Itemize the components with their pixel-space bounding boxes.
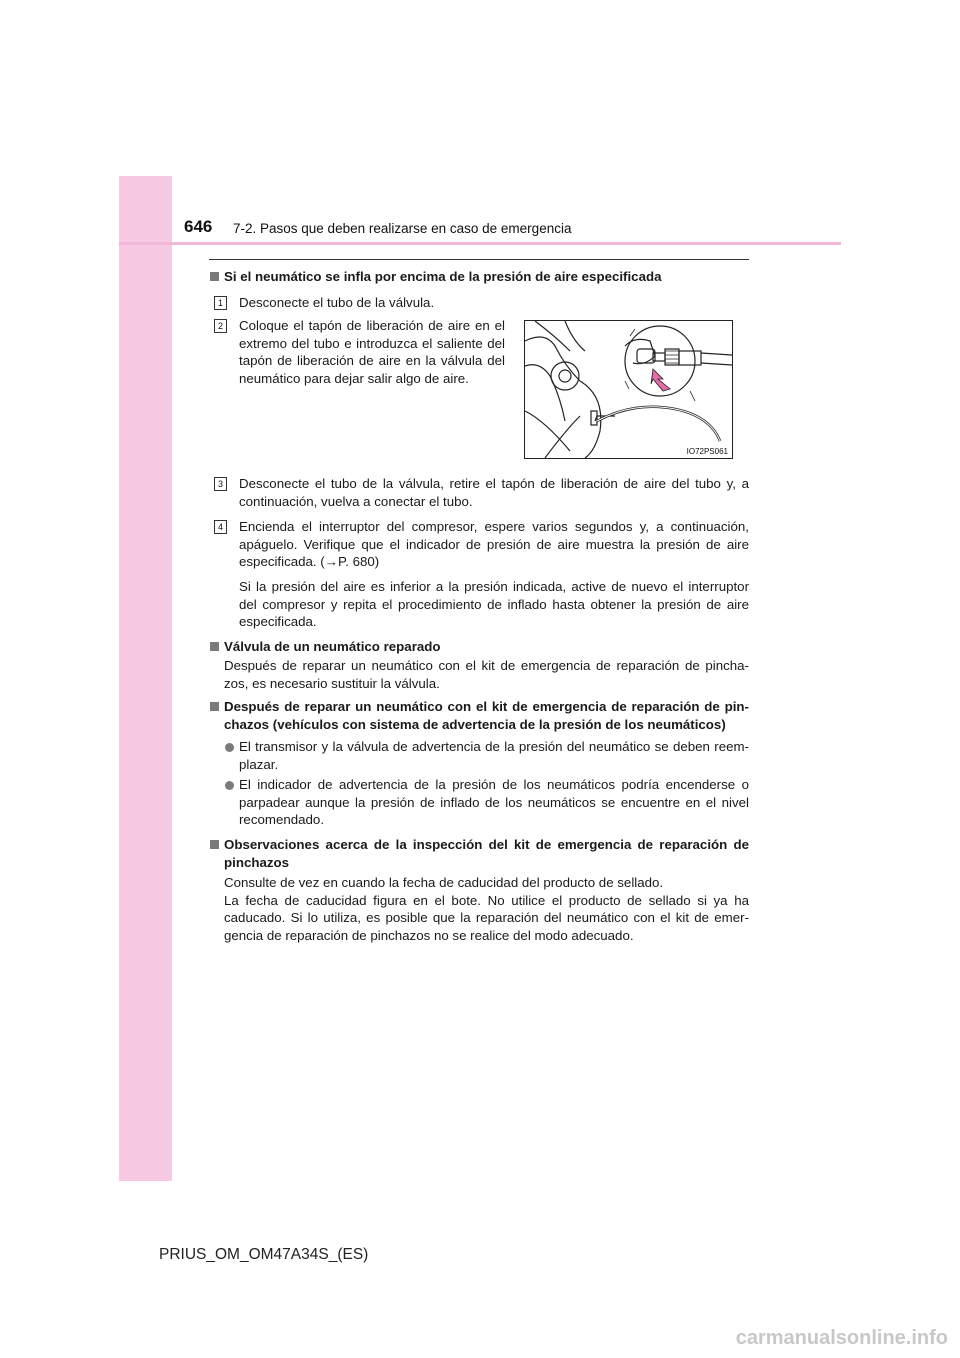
step-4-text: Encienda el interruptor del compresor, espere varios segundos y, a continuación, apáguelo. Verifique que el indicador de presión de aire muestra la presión de aire especificada. (→P. 680) bbox=[239, 519, 749, 569]
wheel-hose-drawing bbox=[525, 321, 732, 458]
valve-text: Después de reparar un neumático con el kit de emergencia de reparación de pincha- zos, es necesario sustituir la válvula. bbox=[224, 658, 749, 691]
figure-code: IO72PS061 bbox=[686, 447, 728, 456]
bullet-dot-icon bbox=[225, 743, 234, 752]
divider bbox=[209, 259, 749, 260]
section-bullet-icon bbox=[210, 642, 219, 651]
section-bullet-icon bbox=[210, 272, 219, 281]
heading-valve: Válvula de un neumático reparado bbox=[224, 639, 441, 654]
section-bullet-icon bbox=[210, 840, 219, 849]
step-3-text: Desconecte el tubo de la válvula, retire el tapón de liberación de aire del tubo y, a continuación, vuelva a conectar el tubo. bbox=[239, 476, 749, 509]
arrow-icon bbox=[651, 369, 670, 391]
watermark: carmanualsonline.info bbox=[735, 1327, 948, 1349]
header-line bbox=[119, 242, 841, 245]
heading-inspection: Observaciones acerca de la inspección del kit de emergencia de reparación de pinchazos bbox=[224, 837, 749, 870]
after-repair-bullet-2: El indicador de advertencia de la presión de los neumáticos podría encenderse o parpadear aunque la presión de inflado de los neumáticos se encuentre en el nivel recomendado. bbox=[239, 777, 749, 827]
step-1-text: Desconecte el tubo de la válvula. bbox=[239, 295, 435, 310]
step-number-4: 4 bbox=[214, 520, 227, 534]
valve-release-illustration bbox=[524, 320, 733, 459]
step-number-2: 2 bbox=[214, 319, 227, 333]
step-2-text: Coloque el tapón de liberación de aire en el extremo del tubo e introduzca el saliente del tapón de liberación de aire en la válvula del neumático para dejar salir algo de aire. bbox=[239, 318, 505, 386]
heading-after-repair: Después de reparar un neumático con el kit de emergencia de reparación de pin- chazos (vehículos con sistema de advertencia de la presión de los neumáticos) bbox=[224, 699, 749, 732]
step-number-1: 1 bbox=[214, 296, 227, 310]
after-repair-bullet-1: El transmisor y la válvula de advertencia de la presión del neumático se deben reem- plazar. bbox=[239, 739, 749, 772]
bullet-dot-icon bbox=[225, 781, 234, 790]
step-4-note: Si la presión del aire es inferior a la presión indicada, active de nuevo el interruptor del compresor y repita el procedimiento de inflado hasta obtener la presión de aire especificada. bbox=[239, 579, 749, 629]
side-tab bbox=[119, 176, 172, 1181]
page-number: 646 bbox=[184, 217, 213, 236]
step-number-3: 3 bbox=[214, 477, 227, 491]
document-id: PRIUS_OM_OM47A34S_(ES) bbox=[159, 1246, 369, 1263]
section-bullet-icon bbox=[210, 702, 219, 711]
heading-overinflate: Si el neumático se infla por encima de la presión de aire especificada bbox=[224, 269, 662, 284]
section-title: 7-2. Pasos que deben realizarse en caso de emergencia bbox=[233, 221, 572, 236]
inspection-text: Consulte de vez en cuando la fecha de caducidad del producto de sellado. La fecha de caducidad figura en el bote. No utilice el producto de sellado si ya ha caducado. Si lo utiliza, es posible que la reparación del neumático con el kit de emer- gencia de reparación de pinchazos no se realice del modo adecuado. bbox=[224, 875, 749, 943]
